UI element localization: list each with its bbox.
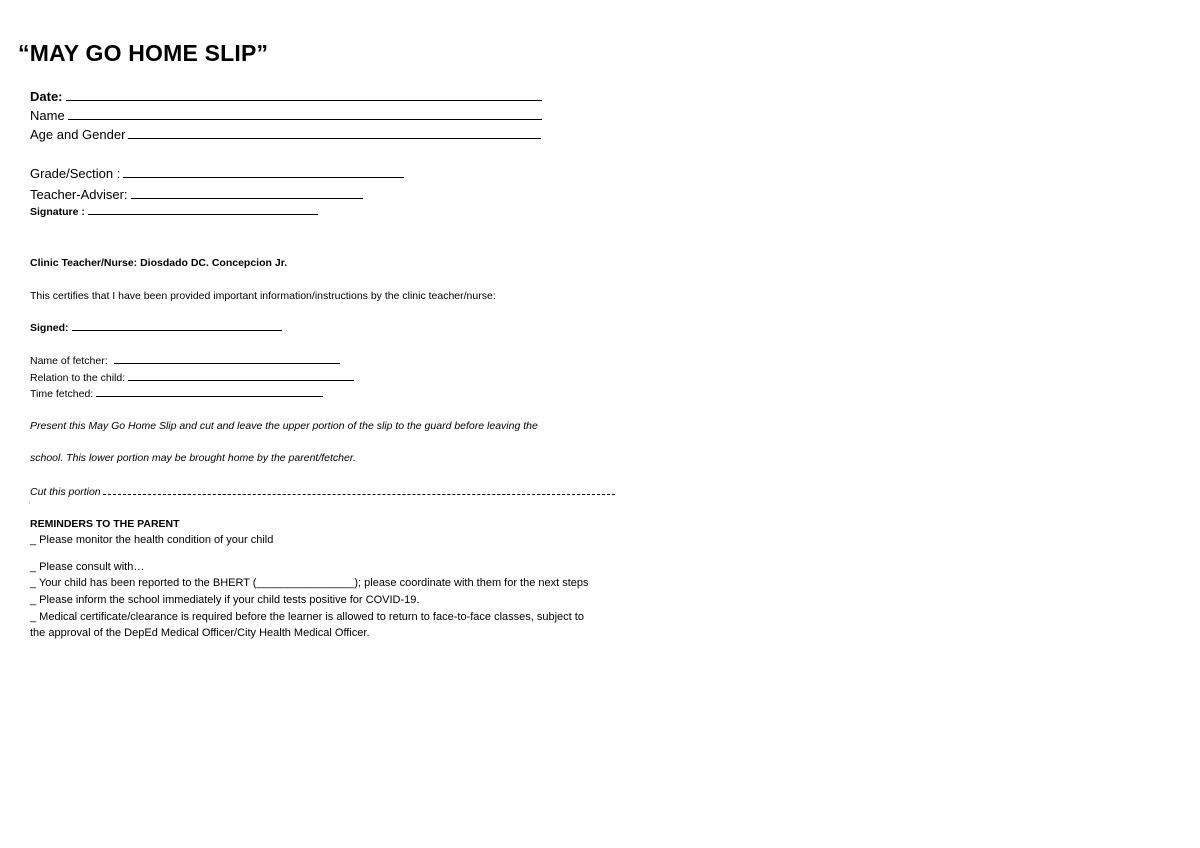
signed-field xyxy=(30,322,282,334)
reminder-item-3-end: ); please coordinate with them for the next steps xyxy=(354,577,589,589)
cut-label: Cut this portion xyxy=(30,486,101,498)
relation-field xyxy=(30,372,354,384)
reminder-item-2: _ Please consult with… xyxy=(30,561,145,573)
teacher-adviser-label: Teacher-Adviser: xyxy=(30,187,128,202)
teacher-adviser-blank xyxy=(131,197,363,199)
time-fetched-field xyxy=(30,388,323,400)
slip-title: “MAY GO HOME SLIP” xyxy=(18,40,269,66)
reminder-item-5: _ Medical certificate/clearance is required before the learner is allowed to return to face-to-face classes, subject to xyxy=(30,611,584,623)
reminder-item-4: _ Please inform the school immediately if your child tests positive for COVID-19. xyxy=(30,594,420,606)
name-label: Name xyxy=(30,108,65,123)
reminders-heading: REMINDERS TO THE PARENT xyxy=(30,518,180,530)
age-gender-field xyxy=(30,127,541,142)
reminder-item-5-continued: the approval of the DepEd Medical Officer/City Health Medical Officer. xyxy=(30,627,370,639)
fetcher-name-field xyxy=(30,355,340,367)
time-fetched-blank xyxy=(96,395,323,397)
relation-label: Relation to the child: xyxy=(30,372,126,384)
stray-mark: ' xyxy=(29,502,31,509)
date-label: Date: xyxy=(30,89,63,104)
bhert-blank: ________________ xyxy=(256,577,355,589)
reminder-item-3 xyxy=(30,577,589,589)
signed-label: Signed: xyxy=(30,322,69,334)
time-fetched-label: Time fetched: xyxy=(30,388,94,400)
instruction-line-1: Present this May Go Home Slip and cut and leave the upper portion of the slip to the guard before leaving the xyxy=(30,420,538,432)
teacher-adviser-field xyxy=(30,187,363,202)
fetcher-name-label: Name of fetcher: xyxy=(30,355,108,367)
relation-blank xyxy=(128,379,354,381)
reminder-item-1: _ Please monitor the health condition of your child xyxy=(30,534,274,546)
cut-dashed-line xyxy=(103,493,615,495)
grade-section-label: Grade/Section : xyxy=(30,166,121,181)
signature-field xyxy=(30,206,318,218)
name-field xyxy=(30,108,542,123)
clinic-teacher-line: Clinic Teacher/Nurse: Diosdado DC. Concepcion Jr. xyxy=(30,257,288,269)
date-blank xyxy=(66,99,542,101)
signature-label: Signature : xyxy=(30,206,85,218)
cut-line xyxy=(30,486,615,498)
signature-blank xyxy=(88,213,318,215)
age-gender-label: Age and Gender xyxy=(30,127,126,142)
fetcher-name-blank xyxy=(114,362,340,364)
grade-section-blank xyxy=(123,176,404,178)
reminder-item-3-start: _ Your child has been reported to the BHERT ( xyxy=(30,577,257,589)
name-blank xyxy=(68,118,542,120)
date-field xyxy=(30,89,542,104)
signed-blank xyxy=(72,329,282,331)
grade-section-field xyxy=(30,166,404,181)
certification-text: This certifies that I have been provided important information/instructions by the clinic teacher/nurse: xyxy=(30,290,496,302)
instruction-line-2: school. This lower portion may be brought home by the parent/fetcher. xyxy=(30,452,356,464)
age-gender-blank xyxy=(128,137,541,139)
